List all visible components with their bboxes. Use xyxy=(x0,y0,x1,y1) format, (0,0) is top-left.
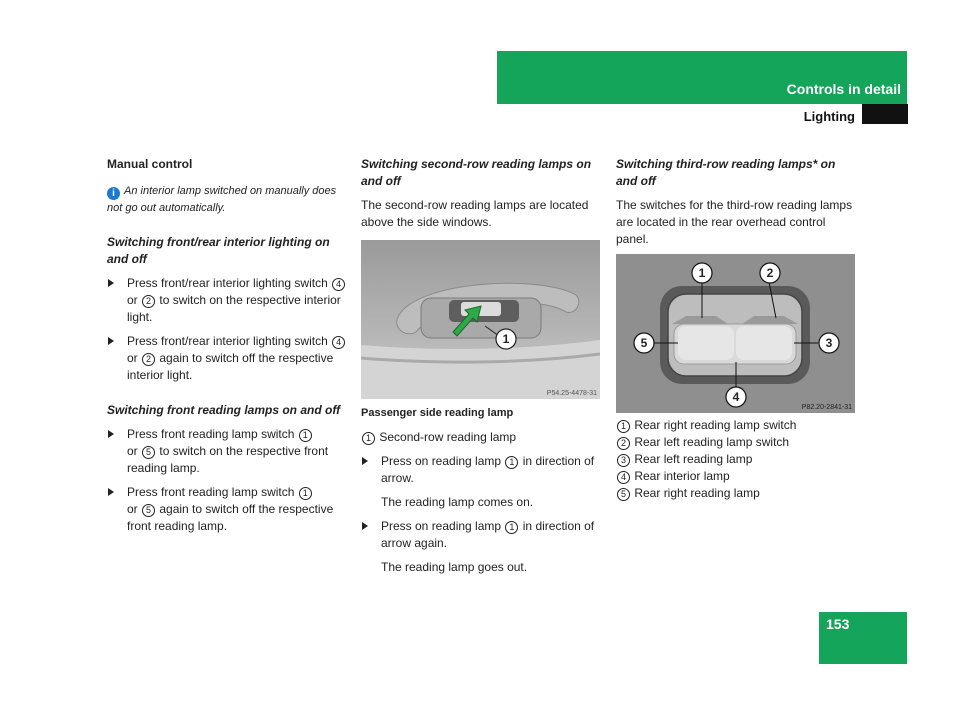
svg-text:3: 3 xyxy=(825,336,833,350)
bullet-arrow-icon xyxy=(108,279,114,287)
manual-control-heading: Manual control xyxy=(107,157,193,171)
bullet-item: Press front/rear interior lighting switch 4 or 2 again to switch off the respective interior light. xyxy=(107,333,347,384)
svg-text:4: 4 xyxy=(732,390,740,404)
subheading-interior: Switching front/rear interior lighting on and off xyxy=(107,235,330,266)
subheading-third-row: Switching third-row reading lamps* on and off xyxy=(616,157,836,188)
bullet-item: Press on reading lamp 1 in direction of arrow again. xyxy=(361,518,601,552)
bullet-item: Press front/rear interior lighting switch 4 or 2 to switch on the respective interior light. xyxy=(107,275,347,326)
svg-text:P82.20-2841-31: P82.20-2841-31 xyxy=(801,404,852,411)
legend-item: 4 Rear interior lamp xyxy=(616,468,856,485)
rear-overhead-panel-image xyxy=(616,254,855,413)
bullet-arrow-icon xyxy=(362,457,368,465)
result-text: The reading lamp goes out. xyxy=(381,560,528,574)
info-icon: i xyxy=(107,187,120,200)
legend-item: 1 Rear right reading lamp switch xyxy=(616,417,856,434)
legend-item: 2 Rear left reading lamp switch xyxy=(616,434,856,451)
svg-text:P54.25-4478-31: P54.25-4478-31 xyxy=(546,390,597,397)
section-title: Controls in detail xyxy=(786,81,901,97)
bullet-arrow-icon xyxy=(108,488,114,496)
subheading-front-reading: Switching front reading lamps on and off xyxy=(107,403,341,417)
page-number: 153 xyxy=(826,616,850,632)
svg-text:2: 2 xyxy=(766,266,774,280)
legend-item: 1 Second-row reading lamp xyxy=(361,429,601,446)
column-2 xyxy=(361,156,601,583)
subheading-second-row: Switching second-row reading lamps on and off xyxy=(361,157,592,188)
column-3 xyxy=(616,156,856,502)
svg-text:5: 5 xyxy=(640,336,648,350)
subsection-title: Lighting xyxy=(803,109,855,124)
bullet-arrow-icon xyxy=(108,337,114,345)
legend-item: 3 Rear left reading lamp xyxy=(616,451,856,468)
intro-text: The switches for the third-row reading lamps are located in the rear overhead control panel. xyxy=(616,198,853,246)
bullet-item: Press front reading lamp switch 1 or 5 again to switch off the respective front reading lamp. xyxy=(107,484,347,535)
column-1 xyxy=(107,156,347,542)
result-text: The reading lamp comes on. xyxy=(381,495,534,509)
bullet-item: Press on reading lamp 1 in direction of arrow. xyxy=(361,453,601,487)
bullet-item: Press front reading lamp switch 1 or 5 to switch on the respective front reading lamp. xyxy=(107,426,347,477)
bullet-arrow-icon xyxy=(108,430,114,438)
svg-text:1: 1 xyxy=(502,332,510,346)
info-note: i An interior lamp switched on manually does not go out automatically. xyxy=(107,185,337,214)
bullet-arrow-icon xyxy=(362,522,368,530)
intro-text: The second-row reading lamps are located above the side windows. xyxy=(361,198,589,229)
legend-item: 5 Rear right reading lamp xyxy=(616,485,856,502)
subsection-marker xyxy=(862,104,908,124)
image-caption: Passenger side reading lamp xyxy=(361,407,514,419)
passenger-reading-lamp-image xyxy=(361,240,600,399)
svg-text:1: 1 xyxy=(698,266,706,280)
